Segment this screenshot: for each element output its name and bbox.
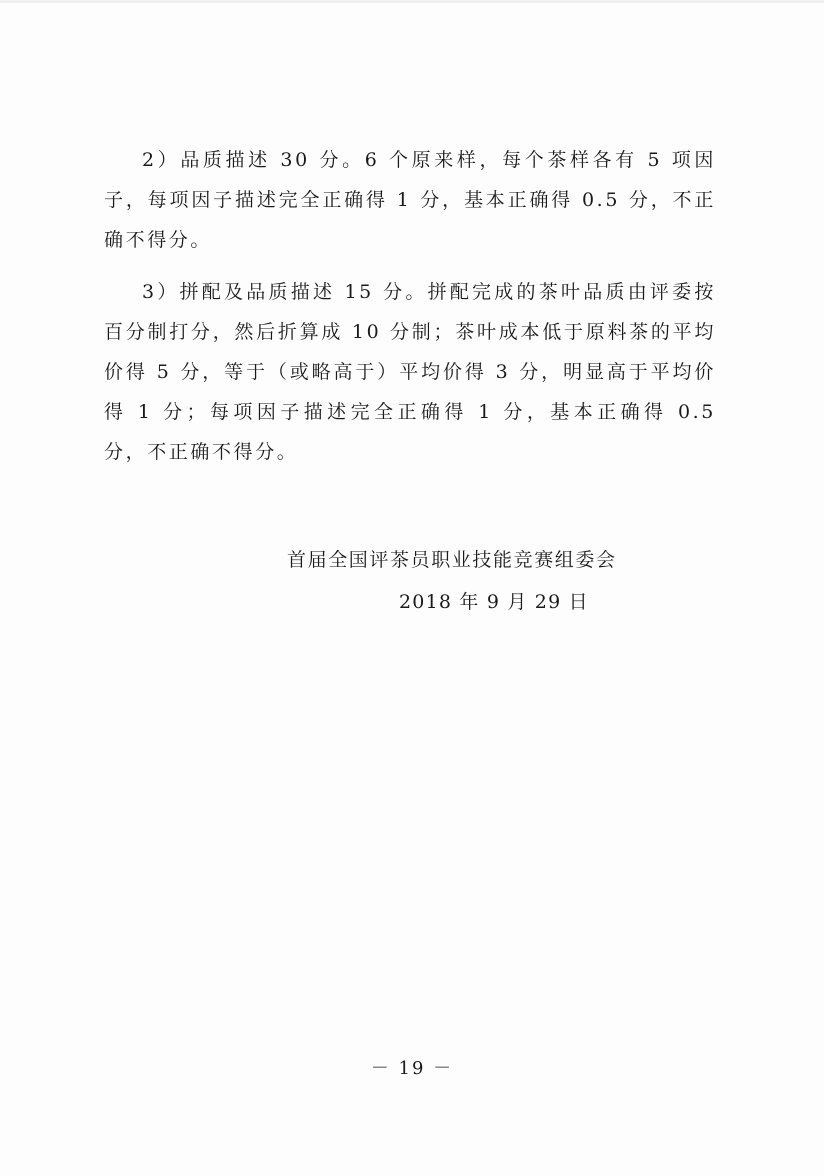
issuing-organization: 首届全国评茶员职业技能竞赛组委会	[287, 549, 617, 571]
issue-date: 2018 年 9 月 29 日	[399, 591, 589, 613]
paragraph-quality-description: 2）品质描述 30 分。6 个原来样，每个茶样各有 5 项因子，每项因子描述完全正确得 1 分，基本正确得 0.5 分，不正确不得分。	[104, 149, 716, 251]
paragraph-blending-description: 3）拼配及品质描述 15 分。拼配完成的茶叶品质由评委按百分制打分，然后折算成 10 分制；茶叶成本低于原料茶的平均价得 5 分，等于（或略高于）平均价得 3 分，明显高于平均价得 1 分；每项因子描述完全正确得 1 分，基本正确得 0.5 分，不正确不得分。	[104, 281, 716, 463]
page-number: － 19 －	[370, 1058, 454, 1079]
scan-edge	[0, 0, 824, 3]
document-body	[104, 140, 716, 484]
